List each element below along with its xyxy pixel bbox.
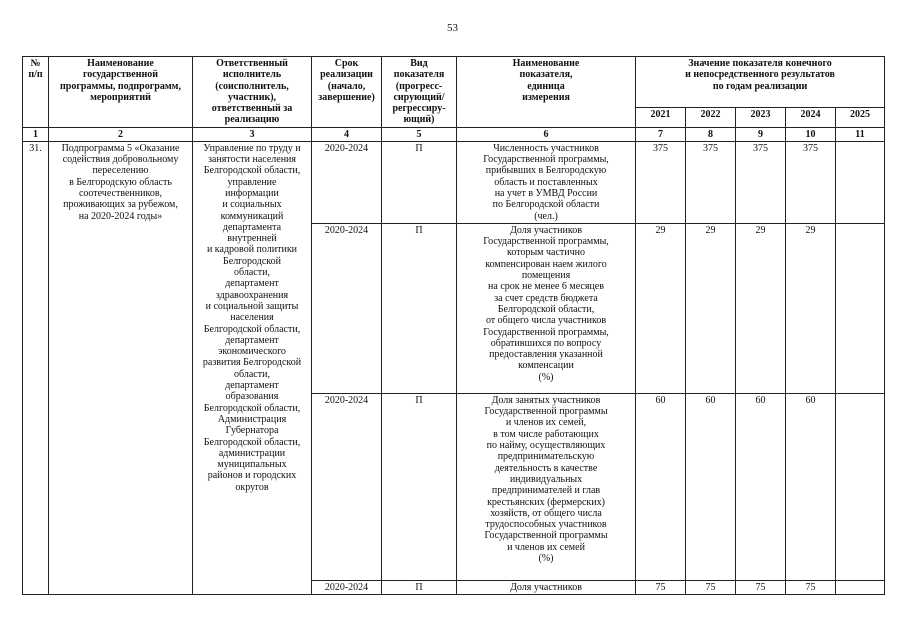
cell-value-2025 bbox=[836, 141, 885, 223]
header-year: 2023 bbox=[736, 108, 786, 128]
cell-indicator: Доля участников bbox=[457, 580, 636, 594]
entry-executor: Управление по труду и занятости населения Белгородской области, управление информации и социальных коммуникаций департамента внутренней и кадровой политики Белгородской области, департамент здравоохранения и социальной защиты населения Белгородской области, департамент экономического развития Белгородской области, департамент образования Белгородской области, Администрация Губернатора Белгородской области, администрации муниципальных районов и городских округов bbox=[193, 141, 312, 594]
column-number: 11 bbox=[836, 127, 885, 141]
cell-kind: П bbox=[382, 141, 457, 223]
column-number: 6 bbox=[457, 127, 636, 141]
entry-number: 31. bbox=[23, 141, 49, 594]
cell-kind: П bbox=[382, 580, 457, 594]
column-number: 9 bbox=[736, 127, 786, 141]
header-indicator: Наименование показателя, единица измерения bbox=[457, 57, 636, 128]
cell-value-2021: 75 bbox=[636, 580, 686, 594]
cell-value-2022: 375 bbox=[686, 141, 736, 223]
cell-indicator: Доля участников Государственной программы, которым частично компенсирован наем жилого помещения на срок не менее 6 месяцев за счет средств бюджета Белгородской области, от общего числа участников Государственной программы, обратившихся по вопросу предоставления указанной компенсации (%) bbox=[457, 223, 636, 393]
cell-value-2021: 29 bbox=[636, 223, 686, 393]
cell-value-2023: 60 bbox=[736, 393, 786, 580]
cell-term: 2020-2024 bbox=[312, 223, 382, 393]
column-number: 7 bbox=[636, 127, 686, 141]
column-numbers-row bbox=[23, 127, 885, 141]
header-executor: Ответственный исполнитель (соисполнитель, участник), ответственный за реализацию bbox=[193, 57, 312, 128]
entry-program-name: Подпрограмма 5 «Оказание содействия добровольному переселению в Белгородскую область соотечественников, проживающих за рубежом, на 2020-2024 годы» bbox=[49, 141, 193, 594]
column-number: 4 bbox=[312, 127, 382, 141]
cell-value-2025 bbox=[836, 393, 885, 580]
column-number: 1 bbox=[23, 127, 49, 141]
header-year: 2021 bbox=[636, 108, 686, 128]
cell-value-2021: 60 bbox=[636, 393, 686, 580]
cell-term: 2020-2024 bbox=[312, 393, 382, 580]
cell-value-2025 bbox=[836, 580, 885, 594]
cell-indicator: Численность участников Государственной программы, прибывших в Белгородскую область и поставленных на учет в УМВД России по Белгородской области (чел.) bbox=[457, 141, 636, 223]
cell-term: 2020-2024 bbox=[312, 580, 382, 594]
header-year: 2022 bbox=[686, 108, 736, 128]
cell-indicator: Доля занятых участников Государственной программы и членов их семей, в том числе работающих по найму, осуществляющих предпринимательскую деятельность в качестве индивидуальных предпринимателей и глав крестьянских (фермерских) хозяйств, от общего числа трудоспособных участников Государственной программы и членов их семей (%) bbox=[457, 393, 636, 580]
cell-kind: П bbox=[382, 223, 457, 393]
cell-value-2024: 375 bbox=[786, 141, 836, 223]
cell-value-2021: 375 bbox=[636, 141, 686, 223]
cell-value-2022: 75 bbox=[686, 580, 736, 594]
cell-value-2023: 29 bbox=[736, 223, 786, 393]
cell-value-2024: 75 bbox=[786, 580, 836, 594]
column-number: 8 bbox=[686, 127, 736, 141]
header-program: Наименование государственной программы, подпрограмм, мероприятий bbox=[49, 57, 193, 128]
cell-value-2024: 29 bbox=[786, 223, 836, 393]
cell-term: 2020-2024 bbox=[312, 141, 382, 223]
header-year: 2024 bbox=[786, 108, 836, 128]
cell-value-2023: 375 bbox=[736, 141, 786, 223]
table-row bbox=[23, 141, 885, 223]
column-number: 2 bbox=[49, 127, 193, 141]
header-num: № п/п bbox=[23, 57, 49, 128]
cell-value-2025 bbox=[836, 223, 885, 393]
header-values-group: Значение показателя конечного и непосредственного результатов по годам реализации bbox=[636, 57, 885, 108]
header-term: Срок реализации (начало, завершение) bbox=[312, 57, 382, 128]
cell-kind: П bbox=[382, 393, 457, 580]
indicators-table bbox=[22, 56, 885, 595]
column-number: 3 bbox=[193, 127, 312, 141]
cell-value-2023: 75 bbox=[736, 580, 786, 594]
header-year: 2025 bbox=[836, 108, 885, 128]
page-number: 53 bbox=[447, 22, 458, 34]
cell-value-2024: 60 bbox=[786, 393, 836, 580]
header-row bbox=[23, 57, 885, 108]
column-number: 5 bbox=[382, 127, 457, 141]
header-kind: Вид показателя (прогресс- сирующий/ регрессиру- ющий) bbox=[382, 57, 457, 128]
column-number: 10 bbox=[786, 127, 836, 141]
cell-value-2022: 29 bbox=[686, 223, 736, 393]
cell-value-2022: 60 bbox=[686, 393, 736, 580]
